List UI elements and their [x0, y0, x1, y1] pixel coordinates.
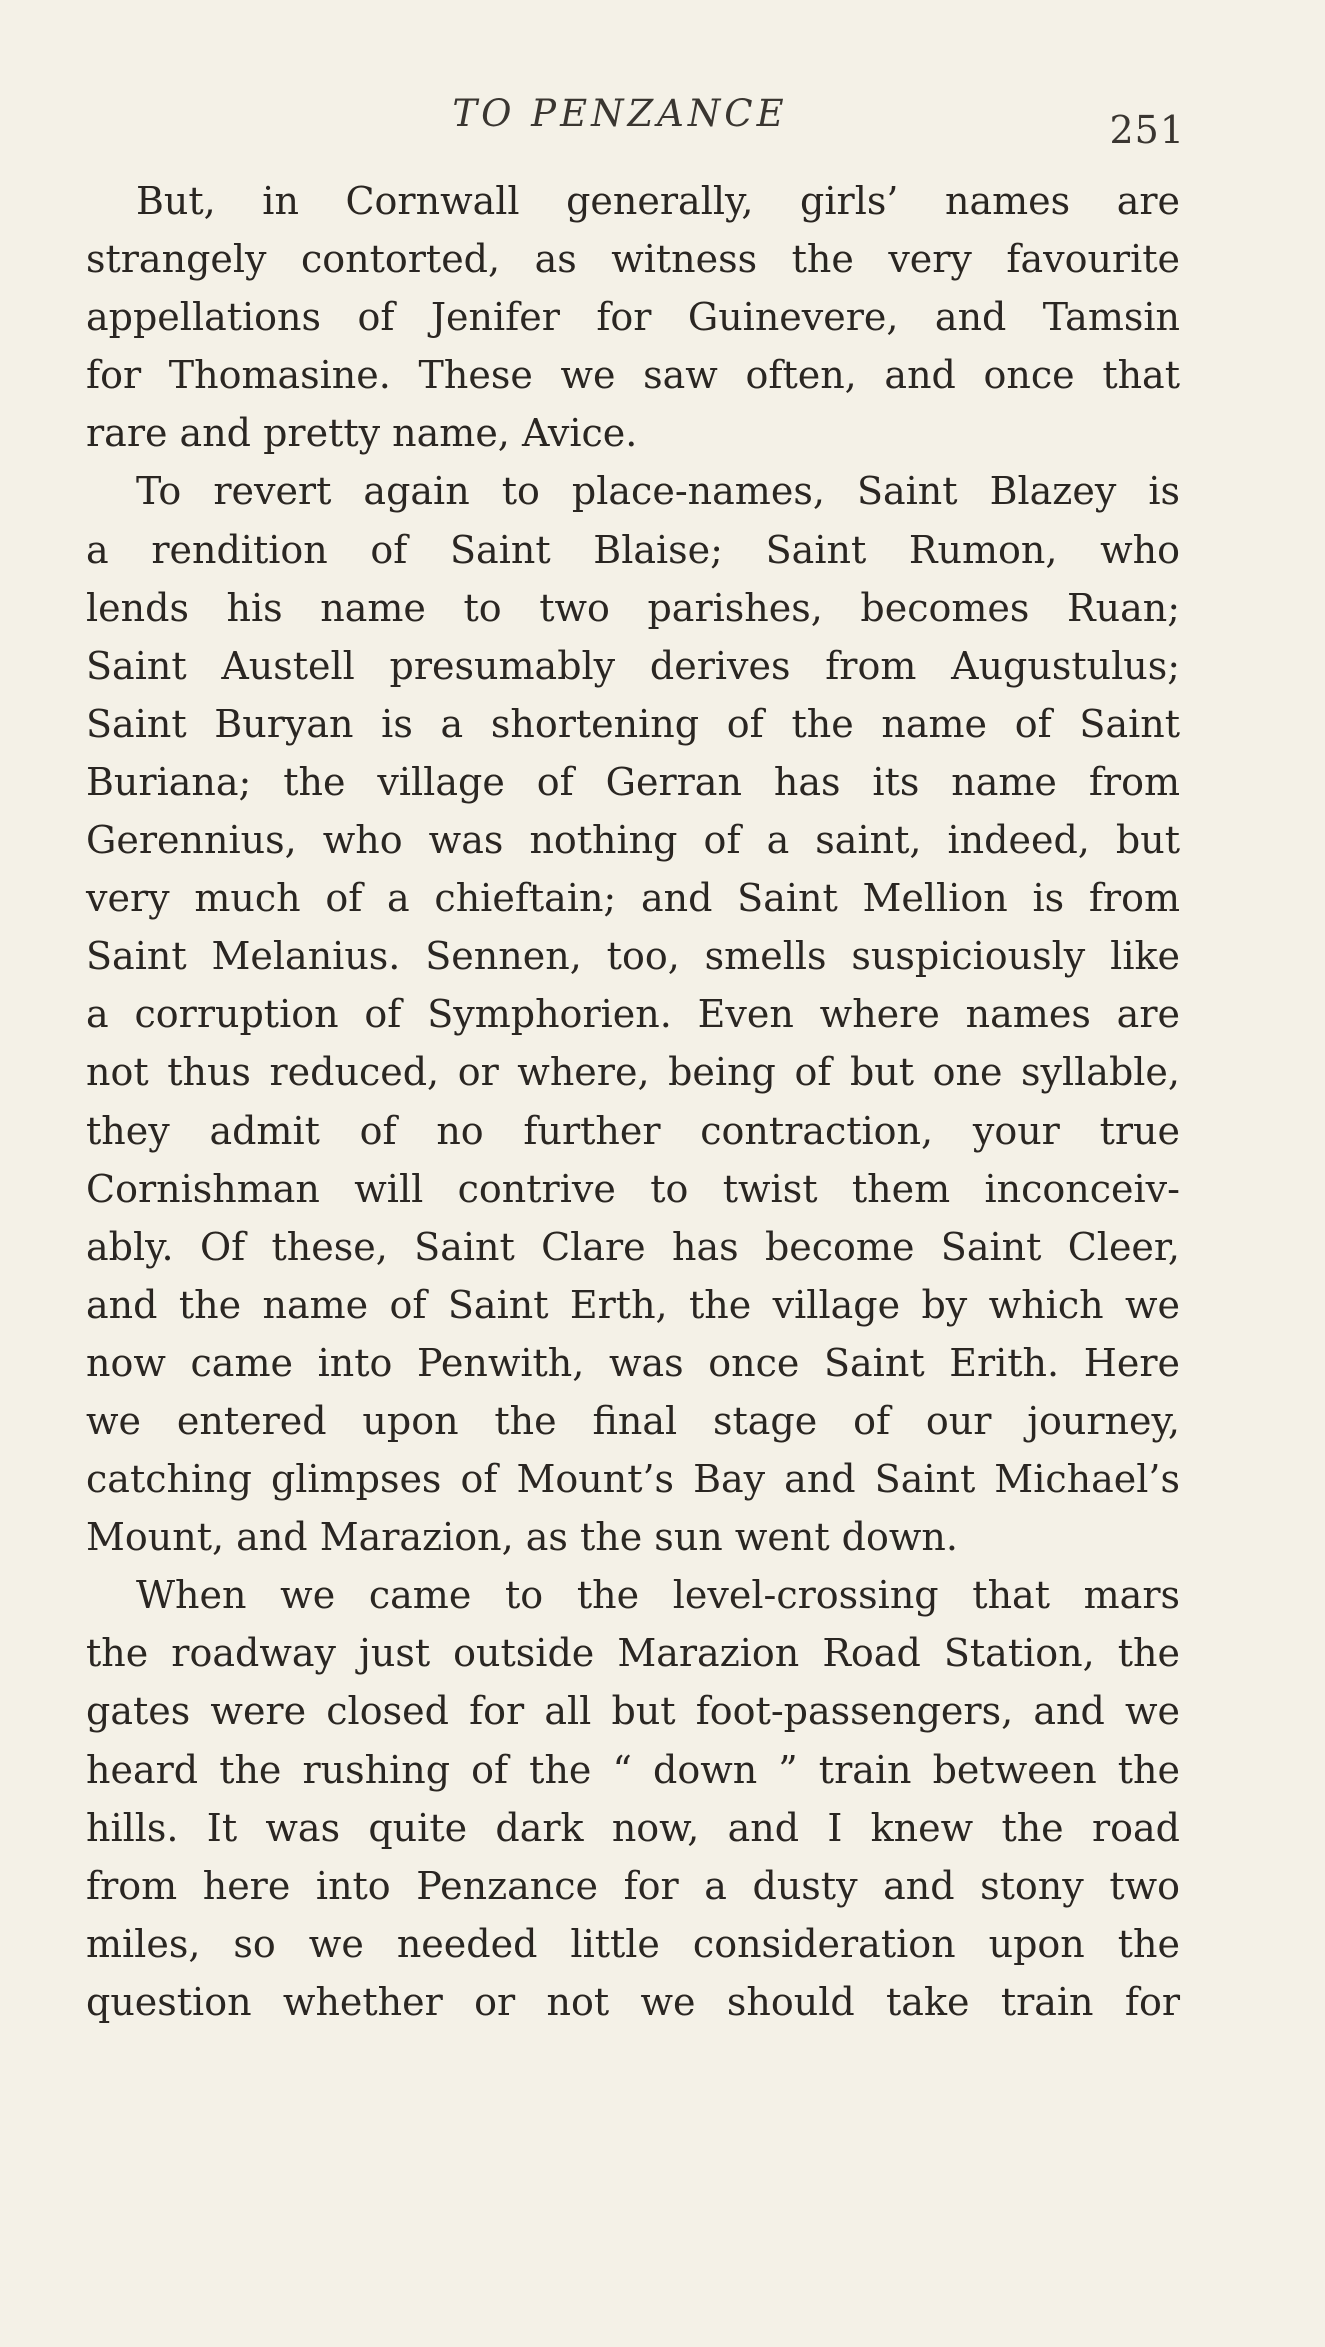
- text-line: they admit of no further contraction, your true: [86, 1108, 1180, 1153]
- text-line: To revert again to place-names, Saint Blazey is: [136, 469, 1180, 514]
- text-line: Saint Buryan is a shortening of the name of Saint: [86, 701, 1180, 746]
- text-line: ably. Of these, Saint Clare has become Saint Cleer,: [86, 1224, 1180, 1269]
- text-line: rare and pretty name, Avice.: [86, 411, 638, 456]
- text-line: Saint Melanius. Sennen, too, smells suspiciously like: [86, 934, 1180, 979]
- text-line: for Thomasine. These we saw often, and once that: [86, 353, 1180, 398]
- body-text: [86, 172, 1180, 2031]
- page-number: 251: [1109, 108, 1185, 152]
- text-line: question whether or not we should take train for: [86, 1979, 1180, 2024]
- text-line: appellations of Jenifer for Guinevere, and Tamsin: [86, 295, 1180, 340]
- text-line: Mount, and Marazion, as the sun went down.: [86, 1515, 958, 1560]
- text-line: When we came to the level-crossing that mars: [136, 1573, 1180, 1618]
- text-line: not thus reduced, or where, being of but one syllable,: [86, 1050, 1180, 1095]
- text-line: lends his name to two parishes, becomes Ruan;: [86, 585, 1180, 630]
- text-line: strangely contorted, as witness the very favourite: [86, 237, 1180, 282]
- text-line: from here into Penzance for a dusty and stony two: [86, 1863, 1180, 1908]
- text-line: the roadway just outside Marazion Road Station, the: [86, 1631, 1180, 1676]
- text-line: hills. It was quite dark now, and I knew the road: [86, 1805, 1180, 1850]
- text-line: we entered upon the final stage of our journey,: [86, 1398, 1180, 1443]
- text-line: Gerennius, who was nothing of a saint, indeed, but: [86, 818, 1180, 863]
- text-line: very much of a chieftain; and Saint Mellion is from: [86, 876, 1180, 921]
- text-line: heard the rushing of the “ down ” train between the: [86, 1747, 1180, 1792]
- text-line: catching glimpses of Mount’s Bay and Saint Michael’s: [86, 1457, 1180, 1502]
- text-line: miles, so we needed little consideration upon the: [86, 1921, 1180, 1966]
- text-line: Saint Austell presumably derives from Augustulus;: [86, 643, 1180, 688]
- text-line: gates were closed for all but foot-passengers, and we: [86, 1689, 1180, 1734]
- text-line: a rendition of Saint Blaise; Saint Rumon, who: [86, 527, 1180, 572]
- text-line: Cornishman will contrive to twist them inconceiv-: [86, 1166, 1180, 1211]
- running-head: TO PENZANCE: [452, 92, 788, 135]
- text-line: now came into Penwith, was once Saint Erith. Here: [86, 1340, 1180, 1385]
- text-line: and the name of Saint Erth, the village by which we: [86, 1282, 1180, 1327]
- text-line: a corruption of Symphorien. Even where names are: [86, 992, 1180, 1037]
- text-line: But, in Cornwall generally, girls’ names are: [136, 179, 1180, 223]
- text-line: Buriana; the village of Gerran has its name from: [86, 759, 1180, 804]
